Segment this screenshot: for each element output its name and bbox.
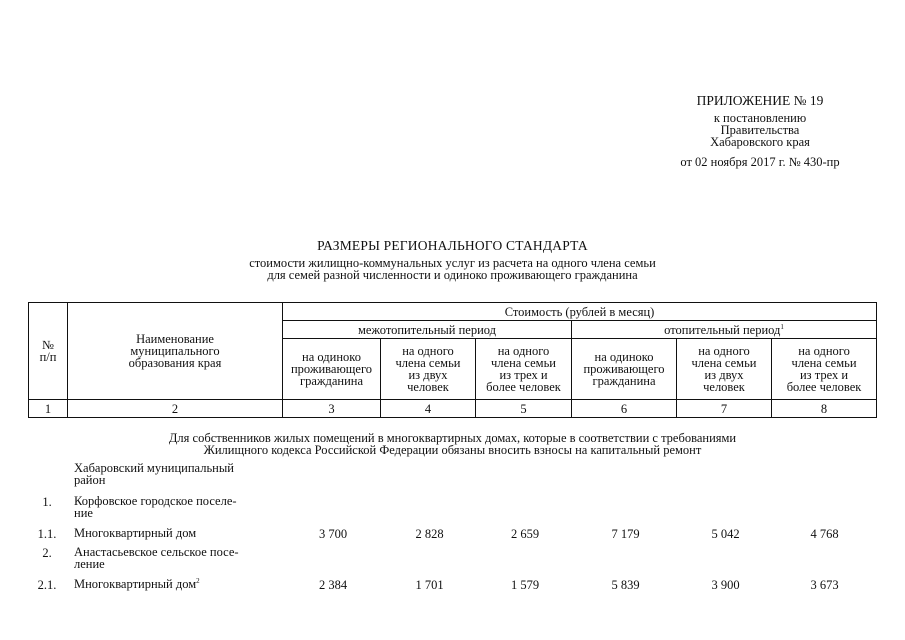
value-cell: 2 384	[318, 578, 348, 592]
row-name: Корфовское городское поселе- ние	[74, 494, 237, 520]
row-number: 2.1.	[37, 578, 57, 592]
header-two-heat: на одного члена семьи из двух человек	[677, 339, 772, 400]
row-number: 1.	[42, 495, 52, 509]
header-three-inter: на одного члена семьи из трех и более человек	[476, 339, 572, 400]
value-cell: 3 673	[810, 578, 839, 592]
document-subtitle-2: для семей разной численности и одиноко проживающего гражданина	[267, 268, 638, 282]
document-subtitle-1: стоимости жилищно-коммунальных услуг из расчета на одного члена семьи	[249, 256, 656, 270]
value-cell: 2 828	[415, 527, 444, 541]
value-cell: 5 839	[611, 578, 640, 592]
header-two-inter: на одного члена семьи из двух человек	[381, 339, 476, 400]
row-name: Хабаровский муниципальный район	[74, 461, 234, 487]
value-cell: 3 900	[711, 578, 740, 592]
header-single-inter: на одиноко проживающего гражданина	[283, 339, 381, 400]
header-cost: Стоимость (рублей в месяц)	[283, 303, 877, 321]
section-note-line-1: Для собственников жилых помещений в многоквартирных домах, которые в соответствии с требованиями	[168, 431, 737, 445]
column-number-4: 4	[381, 400, 476, 418]
row-number: 2.	[42, 546, 52, 560]
table-row	[28, 495, 876, 525]
value-cell: 2 659	[510, 527, 540, 541]
header-period-heating: отопительный период$^1$	[572, 321, 877, 339]
header-single-heat: на одиноко проживающего гражданина	[572, 339, 677, 400]
annex-line-4: от 02 ноября 2017 г. № 430-пр	[680, 155, 840, 169]
annex-title: ПРИЛОЖЕНИЕ № 19	[696, 93, 824, 108]
table-row	[28, 578, 876, 608]
column-number-1: 1	[29, 400, 68, 418]
column-number-8: 8	[772, 400, 877, 418]
row-name: Многоквартирный дом$^2$	[74, 576, 200, 591]
header-period-interheating: межотопительный период	[283, 321, 572, 339]
section-note-line-2: Жилищного кодекса Российской Федерации обязаны вносить взносы на капитальный ремонт	[203, 443, 702, 457]
header-num: № п/п	[29, 303, 68, 400]
table-row	[28, 462, 876, 492]
standards-table-header	[28, 302, 877, 418]
column-number-5: 5	[476, 400, 572, 418]
row-number: 1.1.	[37, 527, 57, 541]
value-cell: 7 179	[611, 527, 640, 541]
row-name: Анастасьевское сельское посе- ление	[74, 545, 239, 571]
header-name: Наименование муниципального образования края	[68, 303, 283, 400]
header-three-heat: на одного члена семьи из трех и более человек	[772, 339, 877, 400]
value-cell: 3 700	[318, 527, 348, 541]
column-number-3: 3	[283, 400, 381, 418]
row-name: Многоквартирный дом	[74, 526, 197, 540]
annex-line-1: к постановлению	[713, 111, 807, 125]
column-number-6: 6	[572, 400, 677, 418]
value-cell: 5 042	[711, 527, 740, 541]
column-number-7: 7	[677, 400, 772, 418]
value-cell: 4 768	[810, 527, 839, 541]
value-cell: 1 701	[415, 578, 444, 592]
table-row	[28, 546, 876, 576]
value-cell: 1 579	[510, 578, 540, 592]
column-number-2: 2	[68, 400, 283, 418]
annex-line-2: Правительства	[720, 123, 800, 137]
annex-line-3: Хабаровского края	[710, 135, 810, 149]
document-title: РАЗМЕРЫ РЕГИОНАЛЬНОГО СТАНДАРТА	[317, 238, 588, 253]
